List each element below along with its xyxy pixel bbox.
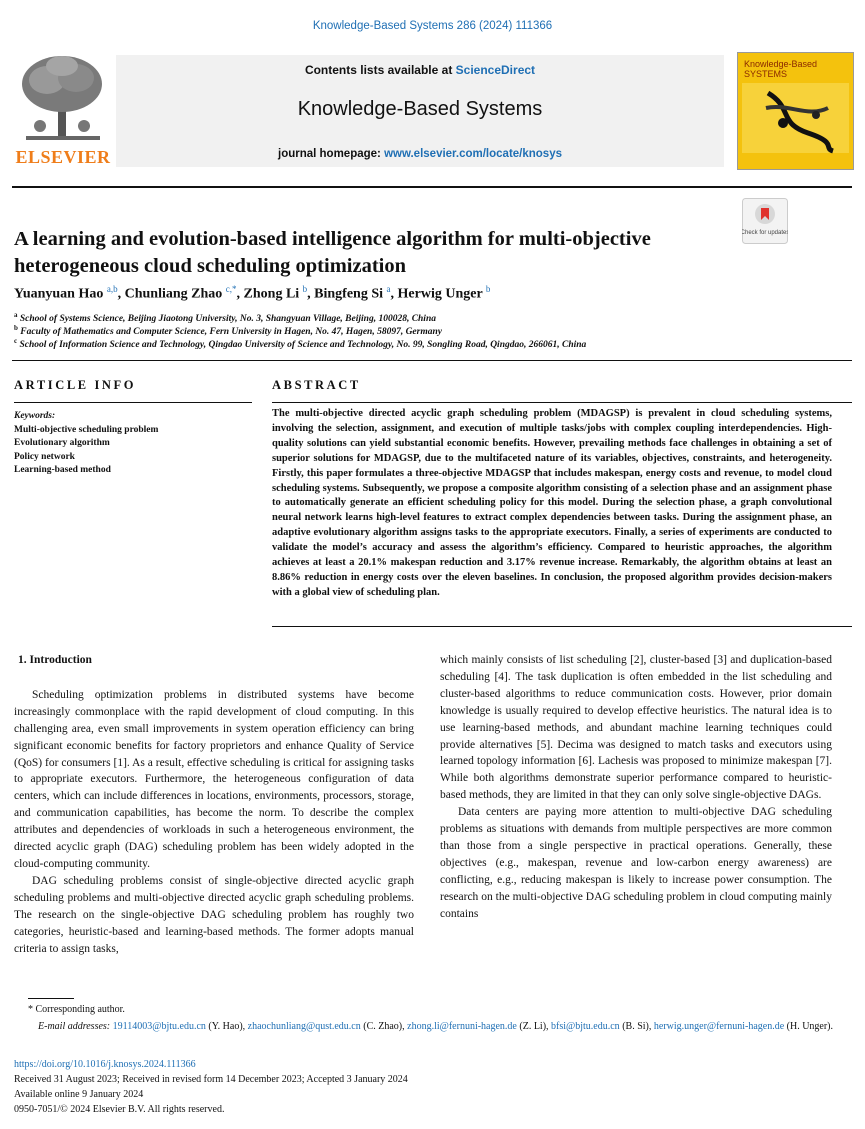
author-affiliation-marker[interactable]: c,* [225,284,237,294]
section-heading-introduction: 1. Introduction [18,654,92,666]
doi-link[interactable]: https://doi.org/10.1016/j.knosys.2024.111366 [14,1059,196,1070]
author-affiliation-marker[interactable]: a [386,284,391,294]
elsevier-tree-icon [12,52,114,144]
affiliation-marker: a [14,311,18,319]
affiliation-marker: c [14,337,18,345]
keyword-item: Policy network [14,451,75,462]
publisher-wordmark: ELSEVIER [15,147,111,167]
available-online-date: Available online 9 January 2024 [14,1089,144,1100]
body-paragraph: Scheduling optimization problems in distributed systems have become increasingly commonplace with the rapid development of cloud computing. In this challenging area, even small improvements in system operation efficiency can bring significant economic benefits for factory proprietors and enhance Quality of Service (QoS) for consumers [1]. As a result, effective scheduling is critical for assigning tasks to appropriate executors. Furthermore, the heterogeneous configuration of data centers, which can include differences in locations, environments, processors, storage, and communication capabilities, has become the norm. To describe the complex attributes and dependencies of workloads in such a heterogeneous environment, the directed acyclic graph (DAG) scheduling problem has been widely adopted in the cloud-computing community. [14,688,414,870]
affiliation-c [14,337,586,350]
check-for-updates-badge[interactable] [742,198,788,244]
email-owner: (C. Zhao), [360,1021,408,1032]
elsevier-logo[interactable] [12,52,114,168]
title-divider [12,360,852,361]
received-dates: Received 31 August 2023; Received in revised form 14 December 2023; Accepted 3 January 2024 [14,1074,408,1085]
email-owner: (H. Unger). [784,1021,834,1032]
email-link[interactable]: herwig.unger@fernuni-hagen.de [653,1021,785,1032]
article-info-heading: ARTICLE INFO [14,378,137,392]
author-affiliation-marker[interactable]: b [302,284,308,294]
keyword-item: Learning-based method [14,465,111,475]
issn-copyright: 0950-7051/© 2024 Elsevier B.V. All rights reserved. [14,1104,225,1115]
body-column-left [14,652,414,957]
affiliation-marker: b [14,324,18,332]
journal-name: Knowledge-Based Systems [297,98,543,120]
email-owner: (Z. Li), [516,1021,552,1032]
footnote-divider [28,998,74,999]
keywords-label: Keywords: [14,411,56,421]
paper-title: A learning and evolution-based intelligence algorithm for multi-objective heterogeneous cloud scheduling optimization [14,228,651,277]
journal-homepage-line [116,148,724,160]
journal-homepage-link[interactable]: www.elsevier.com/locate/knosys [384,148,562,160]
affiliation-text: Faculty of Mathematics and Computer Science, Fern University in Hagen, No. 47, Hagen, 58097, Germany [20,327,442,338]
check-for-updates-icon [742,198,788,244]
header-divider [12,186,852,188]
contents-prefix: Contents lists available at [304,63,456,77]
email-link[interactable]: zhong.li@fernuni-hagen.de [407,1021,517,1032]
body-paragraph: which mainly consists of list scheduling [2], cluster-based [3] and duplication-based scheduling [4]. The task duplication is often embedded in the list scheduling and cluster-based algorithms to reduce communication costs. However, prior domain knowledge is usually required to develop effective heuristics. The natural idea is to use learning-based methods, and abundant machine learning techniques could provide alternatives [5]. Decima was designed to match tasks and executors using learned topology information [6]. Lachesis was proposed to minimize makespan [7]. While both algorithms demonstrate superior performance compared to heuristic-based methods, they are limited in that they can only solve single-objective DAGs. [440,654,832,802]
body-paragraph: DAG scheduling problems consist of single-objective directed acyclic graph scheduling problems and multi-objective directed acyclic graph scheduling problems. The research on the single-objective DAG scheduling problem has roughly two categories, heuristic-based and learning-based methods. The former adopts manual criteria to assign tasks, [14,874,414,955]
affiliation-b [14,324,442,337]
email-owner: (Y. Hao), [205,1021,248,1032]
article-info-divider [14,402,252,403]
abstract-text: The multi-objective directed acyclic graph scheduling problem (MDAGSP) is prevalent in cloud scheduling systems, involving the selection, assignment, and execution of multiple tasks/jobs with complex coupling interdependencies. High-quality solutions can yield substantial economic benefits. However, prevailing methods face challenges in obtaining a set of superior solutions for MDAGSP, due to the multifaceted nature of its variables, objectives, constraints, and heterogeneity. Firstly, this paper formulates a three-objective MDAGSP that includes makespan, energy costs and revenue, to model cloud scheduling systems. Subsequently, we propose a composite algorithm consisting of a selection phase and an assignment phase to automatically generate an efficient scheduling policy for this model. During the selection phase, a graph convolutional neural network learns high-level features to extract complex dependencies between tasks. During the assignment phase, an adaptive evolutionary algorithm assigns tasks to the appropriate executors. Finally, a series of experiments are conducted to validate the model’s accuracy and assess the algorithm’s efficiency. Compared to heuristic approaches, the algorithm achieves at least a 20.1% makespan reduction and 3.17% revenue increase. Remarkably, the algorithm obtains at least an 8.86% reduction in energy costs over the eleven baselines. In conclusion, the proposed algorithm provides decision-makers with a global view of scheduling plan. [272,408,832,598]
email-label: E-mail addresses: [38,1021,111,1032]
author-affiliation-marker[interactable]: a,b [106,284,118,294]
keywords-block [14,410,158,478]
body-column-right [440,652,832,923]
author-name[interactable]: Yuanyuan Hao [14,286,104,302]
check-badge-text: Check for updates [742,230,788,236]
email-owner: (B. Si), [619,1021,654,1032]
cover-art-icon [738,53,853,169]
keyword-item: Multi-objective scheduling problem [14,424,159,435]
email-link[interactable]: bfsi@bjtu.edu.cn [551,1021,620,1032]
email-link[interactable]: 19114003@bjtu.edu.cn [112,1021,206,1032]
abstract-divider [272,402,852,403]
email-link[interactable]: zhaochunliang@qust.edu.cn [247,1021,361,1032]
author-name[interactable]: Zhong Li [243,286,300,302]
sciencedirect-link[interactable]: ScienceDirect [455,63,536,77]
abstract-bottom-divider [272,626,852,627]
keyword-item: Evolutionary algorithm [14,438,110,448]
abstract-heading: ABSTRACT [272,378,361,392]
cover-title: Knowledge-Based SYSTEMS [744,59,818,79]
email-addresses [14,1019,834,1034]
author-affiliation-marker[interactable]: b [485,284,491,294]
homepage-prefix: journal homepage: [278,148,385,160]
author-name[interactable]: Bingfeng Si [314,286,384,302]
journal-citation-link[interactable]: Knowledge-Based Systems 286 (2024) 111366 [312,20,553,32]
corresponding-author-note: * Corresponding author. [28,1004,125,1015]
affiliation-a [14,311,436,324]
affiliation-text: School of Systems Science, Beijing Jiaotong University, No. 3, Shangyuan Village, Beijing, 100028, China [19,314,436,325]
journal-cover-image[interactable] [737,52,854,170]
affiliation-text: School of Information Science and Technology, Qingdao University of Science and Technology, No. 99, Songling Road, Qingdao, 266061, China [19,340,587,351]
author-list: Yuanyuan Hao $^{a,b}$, Chunliang Zhao $^{c,*}$, Zhong Li $^b$, Bingfeng Si $^a$, Herwig Unger $^b$ [14,284,491,302]
contents-availability-line [116,63,724,77]
author-name[interactable]: Chunliang Zhao [124,286,223,302]
body-paragraph: Data centers are paying more attention to multi-objective DAG scheduling problems as situations with demands from multiple perspectives are more common than those from a single perspective in practical operations. Generally, these objectives (e.g., makespan, revenue and low-carbon energy awareness) are conflicting, e.g., reducing makespan is likely to increase power consumption. The research on the multi-objective DAG scheduling problem in cloud computing mainly contains [440,806,832,920]
author-name[interactable]: Herwig Unger [397,286,483,302]
